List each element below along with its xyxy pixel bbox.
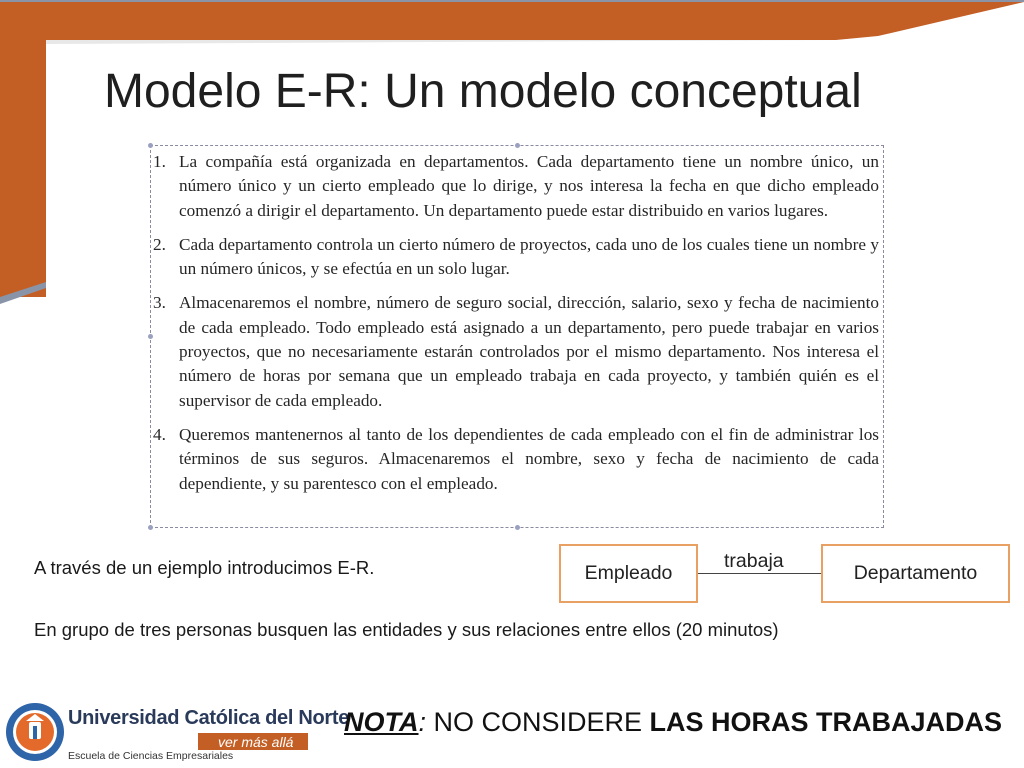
requirement-item <box>153 150 879 223</box>
entity-label: Empleado <box>584 562 673 584</box>
resize-handle-top[interactable] <box>515 143 520 148</box>
intro-text: A través de un ejemplo introducimos E-R. <box>34 557 375 578</box>
relationship-line <box>698 573 822 574</box>
note-text <box>344 707 1002 738</box>
requirement-item <box>153 423 879 496</box>
resize-handle-bottom-left[interactable] <box>148 525 153 530</box>
requirement-text: La compañía está organizada en departamentos. Cada departamento tiene un nombre único, un número único y un cierto empleado que lo dirige, y nos interesa la fecha en que dicho empleado comenzó a dirigir el departamento. Un departamento puede estar distribuido en varios lugares. <box>179 152 879 220</box>
requirements-image[interactable] <box>150 145 884 528</box>
note-emphasis: LAS HORAS TRABAJADAS <box>649 707 1003 737</box>
slide-title: Modelo E-R: Un modelo conceptual <box>104 65 862 118</box>
note-keyword: NOTA <box>344 707 419 737</box>
entity-departamento[interactable] <box>821 544 1010 603</box>
resize-handle-bottom[interactable] <box>515 525 520 530</box>
requirement-number: 1. <box>153 152 166 171</box>
requirement-number: 2. <box>153 234 166 254</box>
note-middle: NO CONSIDERE <box>426 707 650 737</box>
relationship-label: trabaja <box>724 550 784 572</box>
requirement-text: Queremos mantenernos al tanto de los dependientes de cada empleado con el fin de administrar los términos de sus seguros. Almacenaremos el nombre, sexo y fecha de nacimiento de cada dependiente, y su parentesco con el empleado. <box>179 424 879 493</box>
requirement-number: 3. <box>153 293 166 313</box>
resize-handle-top-left[interactable] <box>148 143 153 148</box>
entity-empleado[interactable] <box>559 544 698 603</box>
requirement-text: Almacenaremos el nombre, número de seguro social, dirección, salario, sexo y fecha de nacimiento de cada empleado. Todo empleado está asignado a un departamento, pero puede trabajar en varios proyectos, que no necesariamente estarán controlados por el mismo departamento. Nos interesa el número de horas por semana que un empleado trabaja en cada proyecto, y también quién es el supervisor de cada empleado. <box>179 293 879 410</box>
requirement-text: Cada departamento controla un cierto número de proyectos, cada uno de los cuales tiene un nombre y un número únicos, y se efectúa en un solo lugar. <box>179 234 879 279</box>
entity-label: Departamento <box>853 562 978 584</box>
requirement-number: 4. <box>153 424 166 444</box>
resize-handle-left[interactable] <box>148 334 153 339</box>
logo-school-name: Escuela de Ciencias Empresariales <box>68 750 234 762</box>
logo-university-name: Universidad Católica del Norte <box>68 707 350 729</box>
requirement-item <box>153 233 879 282</box>
note-colon: : <box>418 707 427 737</box>
task-text: En grupo de tres personas busquen las entidades y sus relaciones entre ellos (20 minutos) <box>34 619 779 640</box>
logo-slogan: ver más allá <box>218 734 294 750</box>
requirement-item <box>153 291 879 412</box>
